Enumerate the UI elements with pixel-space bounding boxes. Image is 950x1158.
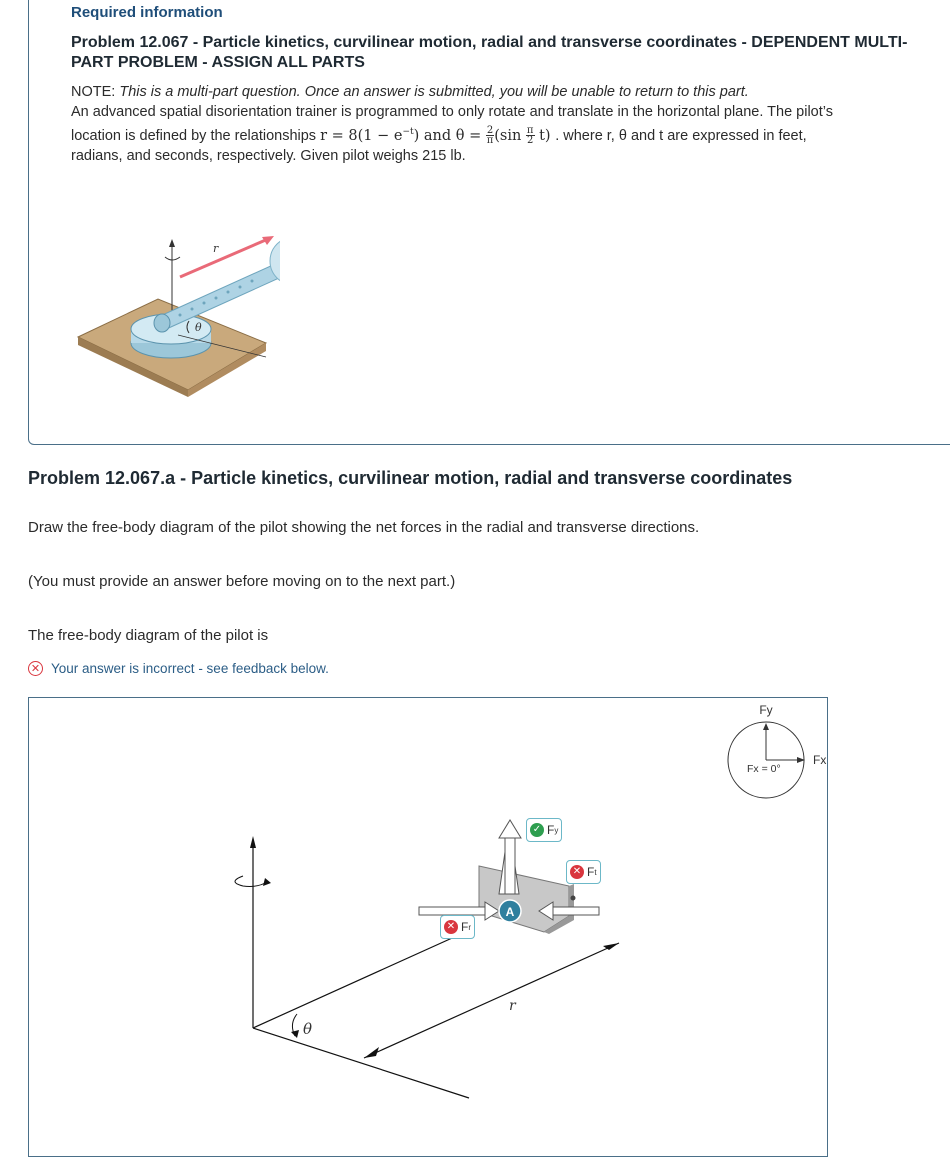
part-title: Problem 12.067.a - Particle kinetics, curvilinear motion, radial and transverse coordinates: [28, 468, 793, 488]
trainer-illustration: [70, 225, 280, 400]
note-prefix: NOTE:: [71, 84, 116, 100]
problem-note: [71, 82, 921, 166]
fbd-prompt: The free-body diagram of the pilot is: [28, 627, 269, 644]
fbd-r-label: r: [509, 998, 516, 1014]
fbd-drawing: [29, 698, 829, 1158]
feedback-incorrect: [28, 661, 329, 676]
fig1-r-label: r: [213, 242, 219, 255]
required-info-label: Required information: [71, 4, 223, 21]
compass-fx-label: Fx: [813, 753, 827, 767]
part-instruction: Draw the free-body diagram of the pilot showing the net forces in the radial and transverse directions.: [28, 519, 700, 536]
compass-angle-label: Fx = 0°: [747, 763, 781, 775]
description-line-1: An advanced spatial disorientation trainer is programmed to only rotate and translate in the horizontal plane. The pilot’s: [71, 104, 833, 120]
check-icon: ✓: [530, 823, 544, 837]
error-icon: ✕: [28, 661, 43, 676]
point-a-label: A: [505, 905, 515, 919]
must-answer-note: (You must provide an answer before moving on to the next part.): [28, 573, 456, 590]
note-text: This is a multi-part question. Once an answer is submitted, you will be unable to return to this part.: [119, 84, 749, 100]
problem-title: Problem 12.067 - Particle kinetics, curvilinear motion, radial and transverse coordinates - DEPENDENT MULTI-PART PROBLEM - ASSIGN ALL PARTS: [71, 34, 908, 71]
fr-answer-label[interactable]: ✕ F r: [440, 915, 475, 939]
ft-answer-label[interactable]: ✕ F t: [566, 860, 601, 884]
x-icon: ✕: [444, 920, 458, 934]
description-line-3: radians, and seconds, respectively. Given pilot weighs 215 lb.: [71, 147, 466, 164]
description-line-2: location is defined by the relationships $r = 8(1 - e^{-t})$ and θ = $\frac{2}{\pi}$ (sin $\frac{\pi}{2}$ t) . where r, θ and t are expressed in feet,: [71, 125, 807, 147]
fbd-theta-label: θ: [303, 1020, 313, 1038]
compass-fy-label: Fy: [759, 703, 773, 717]
feedback-text: Your answer is incorrect - see feedback below.: [51, 661, 329, 676]
equation: $r = 8(1 - e^{-t})$ and θ = $\frac{2}{\pi}$ (sin $\frac{\pi}{2}$ t): [320, 125, 551, 147]
x-icon: ✕: [570, 865, 584, 879]
fig1-theta-label: θ: [195, 321, 202, 334]
fbd-canvas[interactable]: [28, 697, 828, 1157]
fy-answer-label[interactable]: ✓ F y: [526, 818, 562, 842]
